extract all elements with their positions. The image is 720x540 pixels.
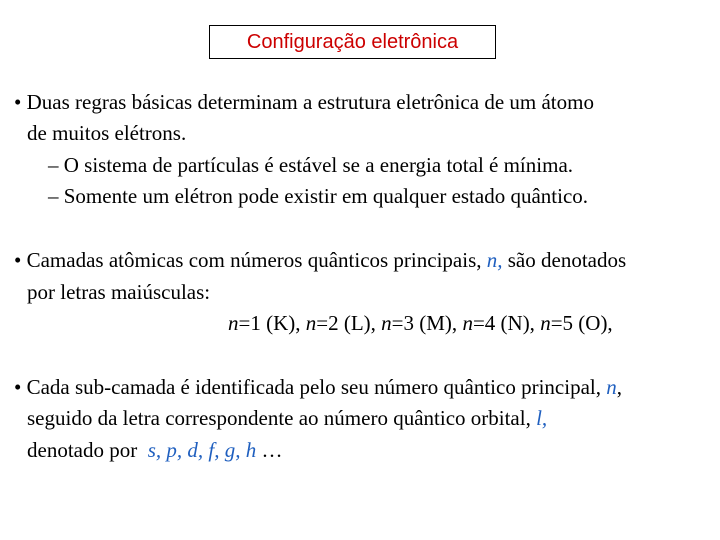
bullet-1-text: Duas regras básicas determinam a estrutura eletrônica de um átomo: [26, 90, 594, 114]
symbol-l: l,: [536, 406, 548, 430]
bullet-1-line-1: [14, 92, 594, 113]
bullet-3-line-2: seguido da letra correspondente ao número quântico orbital, l,: [27, 406, 548, 430]
slide-title: Configuração eletrônica: [246, 30, 459, 53]
shell-formula: [228, 313, 613, 334]
shell-m: n=3 (M),: [381, 311, 458, 335]
bullet-icon: •: [14, 90, 22, 114]
shell-k: n=1 (K),: [228, 311, 301, 335]
bullet-2-line-2: por letras maiúsculas:: [27, 280, 211, 304]
shell-l: n=2 (L),: [305, 311, 376, 335]
bullet-icon: •: [14, 248, 22, 272]
bullet-1-line-2: de muitos elétrons.: [27, 121, 187, 145]
bullet-icon: •: [14, 375, 22, 399]
symbol-n: n,: [486, 248, 503, 272]
sub-bullet-2: – Somente um elétron pode existir em qualquer estado quântico.: [48, 184, 589, 208]
orbital-letters: s, p, d, f, g, h: [147, 438, 257, 462]
bullet-3-line-3: denotado por s, p, d, f, g, h …: [27, 438, 283, 462]
dash-icon: –: [48, 153, 59, 177]
shell-n: n=4 (N),: [462, 311, 535, 335]
sub-bullet-1: – O sistema de partículas é estável se a energia total é mínima.: [48, 153, 574, 177]
shell-o: n=5 (O),: [540, 311, 613, 335]
dash-icon: –: [48, 184, 59, 208]
title-box: [209, 25, 496, 59]
bullet-3-line-1: • Cada sub-camada é identificada pelo seu número quântico principal, n,: [14, 375, 622, 399]
bullet-2-line-1: • Camadas atômicas com números quânticos principais, n, são denotados: [14, 248, 627, 272]
symbol-n: n: [606, 375, 617, 399]
